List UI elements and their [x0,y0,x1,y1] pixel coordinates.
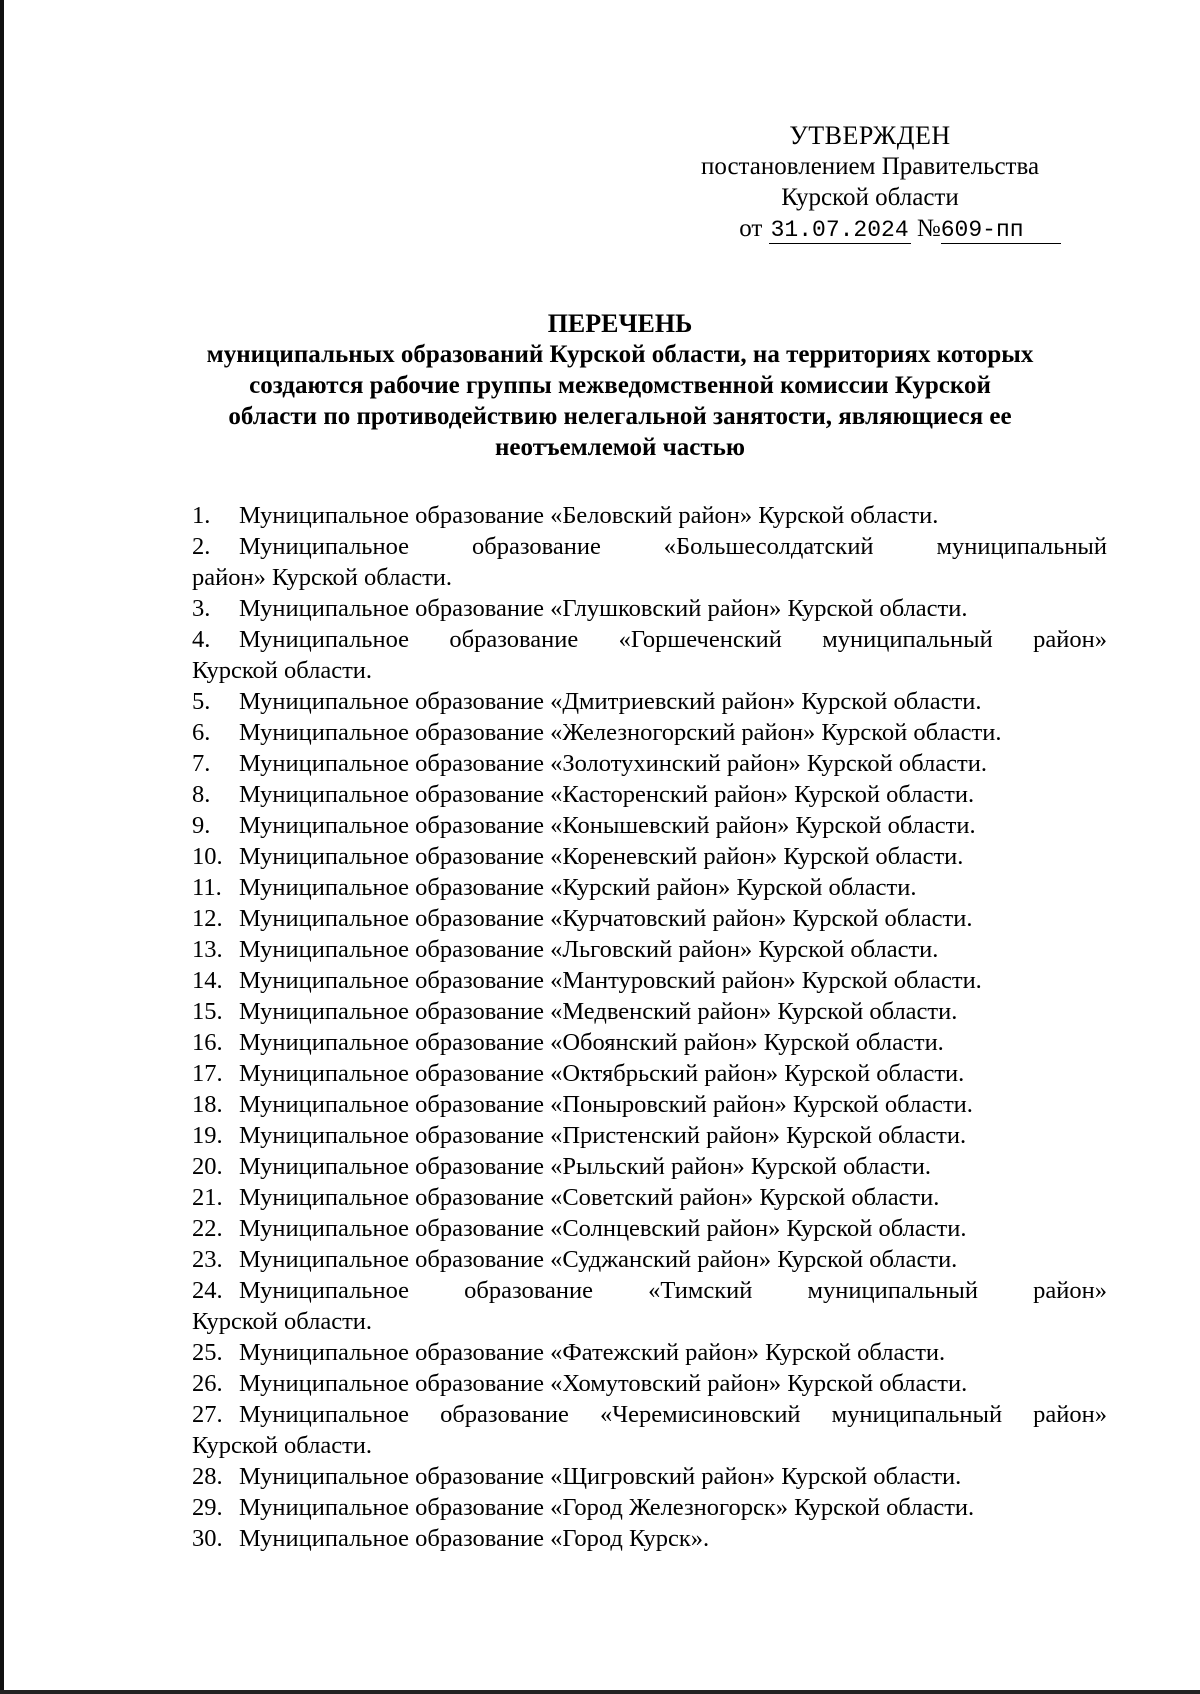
list-item-number: 30. [192,1525,223,1552]
list-item [192,1213,1107,1244]
list-item [192,996,1107,1027]
list-item [192,934,1107,965]
list-item-number: 5. [192,688,211,715]
list-item-number: 20. [192,1153,223,1180]
list-item-number: 18. [192,1091,223,1118]
list-item-text: Муниципальное образование «Большесолдатский муниципальный [239,533,1107,560]
list-item [192,1089,1107,1120]
list-item-number: 28. [192,1463,223,1490]
list-item-first-line [192,1399,1107,1430]
approval-date-prefix: от [739,215,763,242]
list-item-number: 25. [192,1339,223,1366]
list-item [192,1120,1107,1151]
list-item [192,810,1107,841]
scan-edge-left [0,0,4,1694]
approval-line-2: Курской области [781,184,959,211]
list-item-text: Муниципальное образование «Щигровский район» Курской области. [239,1463,962,1490]
list-item-text: Муниципальное образование «Тимский муниципальный район» [239,1277,1107,1304]
list-item [192,748,1107,779]
list-item [192,717,1107,748]
list-item-text: Муниципальное образование «Курчатовский район» Курской области. [239,905,973,932]
list-item [192,593,1107,624]
list-item-text: Муниципальное образование «Железногорский район» Курской области. [239,719,1002,746]
list-item-number: 15. [192,998,223,1025]
list-item [192,841,1107,872]
list-item-number: 7. [192,750,211,777]
list-item-number: 21. [192,1184,223,1211]
approval-date: 31.07.2024 [770,217,909,243]
list-item-text: Муниципальное образование «Горшеченский муниципальный район» [239,626,1107,653]
approval-number-sign: № [916,215,941,242]
list-item-text: Муниципальное образование «Суджанский район» Курской области. [239,1246,958,1273]
list-item-text: Муниципальное образование «Октябрьский район» Курской области. [239,1060,965,1087]
list-item-number: 16. [192,1029,223,1056]
list-item [192,1275,1107,1337]
approval-number: 609-пп [941,217,1061,244]
approval-stamp-block [660,120,1080,244]
list-item-number: 9. [192,812,211,839]
list-item-text: Муниципальное образование «Кореневский район» Курской области. [239,843,964,870]
list-item-text: Муниципальное образование «Город Железногорск» Курской области. [239,1494,975,1521]
list-item-text: Муниципальное образование «Поныровский район» Курской области. [239,1091,973,1118]
list-item-number: 14. [192,967,223,994]
approval-line-1: постановлением Правительства [700,153,1040,180]
list-item-text: Муниципальное образование «Касторенский район» Курской области. [239,781,975,808]
list-item-first-line [192,624,1107,655]
list-item [192,1182,1107,1213]
list-item [192,872,1107,903]
list-item-number: 12. [192,905,223,932]
list-item-text: Муниципальное образование «Льговский район» Курской области. [239,936,939,963]
list-item [192,903,1107,934]
list-item-text: Муниципальное образование «Пристенский район» Курской области. [239,1122,967,1149]
list-item-text: Муниципальное образование «Город Курск». [239,1525,710,1552]
list-item-first-line [192,531,1107,562]
heading-title: ПЕРЕЧЕНЬ [547,309,693,338]
list-item-number: 17. [192,1060,223,1087]
list-item-number: 4. [192,626,211,653]
list-item [192,1399,1107,1461]
list-item [192,1461,1107,1492]
list-item-number: 29. [192,1494,223,1521]
list-item-number: 26. [192,1370,223,1397]
list-item [192,500,1107,531]
list-item-first-line [192,1275,1107,1306]
list-item-text: Муниципальное образование «Советский район» Курской области. [239,1184,940,1211]
list-item [192,1337,1107,1368]
list-item-text: Муниципальное образование «Курский район» Курской области. [239,874,917,901]
list-item [192,1244,1107,1275]
list-item-text: Муниципальное образование «Дмитриевский район» Курской области. [239,688,982,715]
list-item [192,965,1107,996]
list-item-text: Муниципальное образование «Глушковский район» Курской области. [239,595,968,622]
list-item-number: 27. [192,1401,223,1428]
document-heading [140,308,1100,463]
list-item [192,624,1107,686]
list-item [192,1368,1107,1399]
list-item-text: Муниципальное образование «Золотухинский район» Курской области. [239,750,987,777]
list-item-continuation: Курской области. [192,1432,373,1459]
heading-line-1: муниципальных образований Курской области, на территориях которых [206,341,1034,368]
list-item-text: Муниципальное образование «Солнцевский район» Курской области. [239,1215,967,1242]
list-item [192,1027,1107,1058]
list-item-number: 22. [192,1215,223,1242]
list-item [192,686,1107,717]
list-item [192,1523,1107,1554]
approval-dateline [739,213,1061,244]
list-item-text: Муниципальное образование «Рыльский район» Курской области. [239,1153,931,1180]
list-item-number: 13. [192,936,223,963]
list-item-number: 24. [192,1277,223,1304]
list-item-text: Муниципальное образование «Обоянский район» Курской области. [239,1029,944,1056]
list-item [192,1151,1107,1182]
list-item-number: 11. [192,874,222,901]
list-item-continuation: район» Курской области. [192,564,453,591]
list-item-number: 6. [192,719,211,746]
list-item-text: Муниципальное образование «Мантуровский район» Курской области. [239,967,982,994]
list-item-text: Муниципальное образование «Фатежский район» Курской области. [239,1339,946,1366]
list-item-text: Муниципальное образование «Медвенский район» Курской области. [239,998,958,1025]
list-item-text: Муниципальное образование «Конышевский район» Курской области. [239,812,976,839]
list-item-number: 2. [192,533,211,560]
list-item-number: 8. [192,781,211,808]
list-item-number: 1. [192,502,211,529]
list-item-number: 19. [192,1122,223,1149]
scan-edge-bottom [0,1690,1200,1694]
heading-line-4: неотъемлемой частью [495,434,745,461]
list-item-continuation: Курской области. [192,657,373,684]
list-item-text: Муниципальное образование «Хомутовский район» Курской области. [239,1370,968,1397]
list-item-text: Муниципальное образование «Беловский район» Курской области. [239,502,939,529]
heading-line-2: создаются рабочие группы межведомственной комиссии Курской [249,372,991,399]
list-item [192,779,1107,810]
list-item [192,531,1107,593]
list-item-number: 10. [192,843,223,870]
list-item-text: Муниципальное образование «Черемисиновский муниципальный район» [239,1401,1107,1428]
list-item-continuation: Курской области. [192,1308,373,1335]
approval-title: УТВЕРЖДЕН [789,121,951,150]
list-item [192,1492,1107,1523]
municipality-list [192,500,1107,1554]
heading-line-3: области по противодействию нелегальной занятости, являющиеся ее [228,403,1012,430]
list-item-number: 23. [192,1246,223,1273]
list-item [192,1058,1107,1089]
list-item-number: 3. [192,595,211,622]
